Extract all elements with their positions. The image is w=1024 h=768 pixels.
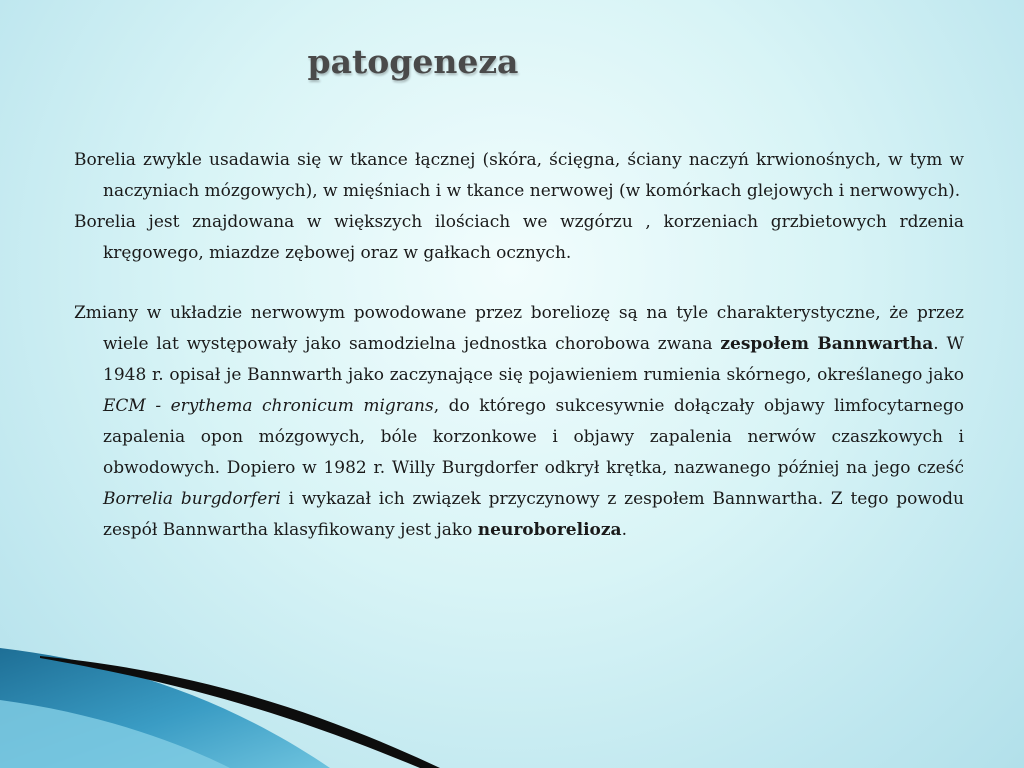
p3-bold-bannwartha: zespołem Bannwartha: [720, 334, 934, 354]
p3-text-4: i wykazał ich związek przyczynowy z zespołem Bannwartha. Z tego powodu zespół Bannwartha klasyfikowany jest jako: [103, 489, 964, 540]
p3-text-3: , do którego sukcesywnie dołączały objawy limfocytarnego zapalenia opon mózgowych, bóle korzonkowe i objawy zapalenia nerwów czaszkowych i obwodowych. Dopiero w 1982 r. Willy Burgdorfer odkrył krętka, nazwanego później na jego cześć: [103, 396, 964, 478]
p3-bold-neuroborelioza: neuroborelioza: [477, 520, 622, 540]
paragraph-1: Borelia zwykle usadawia się w tkance łącznej (skóra, ścięgna, ściany naczyń krwionośnych, w tym w naczyniach mózgowych), w mięśniach i w tkance nerwowej (w komórkach glejowych i nerwowych).: [74, 150, 964, 201]
p3-text-1: Zmiany w układzie nerwowym powodowane przez boreliozę są na tyle charakterystyczne, że przez wiele lat występowały jako samodzielna jednostka chorobowa zwana: [74, 303, 964, 354]
p3-italic-borrelia: Borrelia burgdorferi: [103, 489, 281, 509]
p3-italic-ecm: ECM - erythema chronicum migrans: [103, 396, 434, 416]
p3-text-2: . W 1948 r. opisał je Bannwarth jako zaczynające się pojawieniem rumienia skórnego, określanego jako: [103, 334, 964, 385]
paragraph-2: Borelia jest znajdowana w większych ilościach we wzgórzu , korzeniach grzbietowych rdzenia kręgowego, miazdze zębowej oraz w gałkach ocznych.: [74, 212, 964, 263]
p3-text-5: .: [621, 520, 627, 540]
slide-title: patogeneza: [307, 42, 519, 81]
